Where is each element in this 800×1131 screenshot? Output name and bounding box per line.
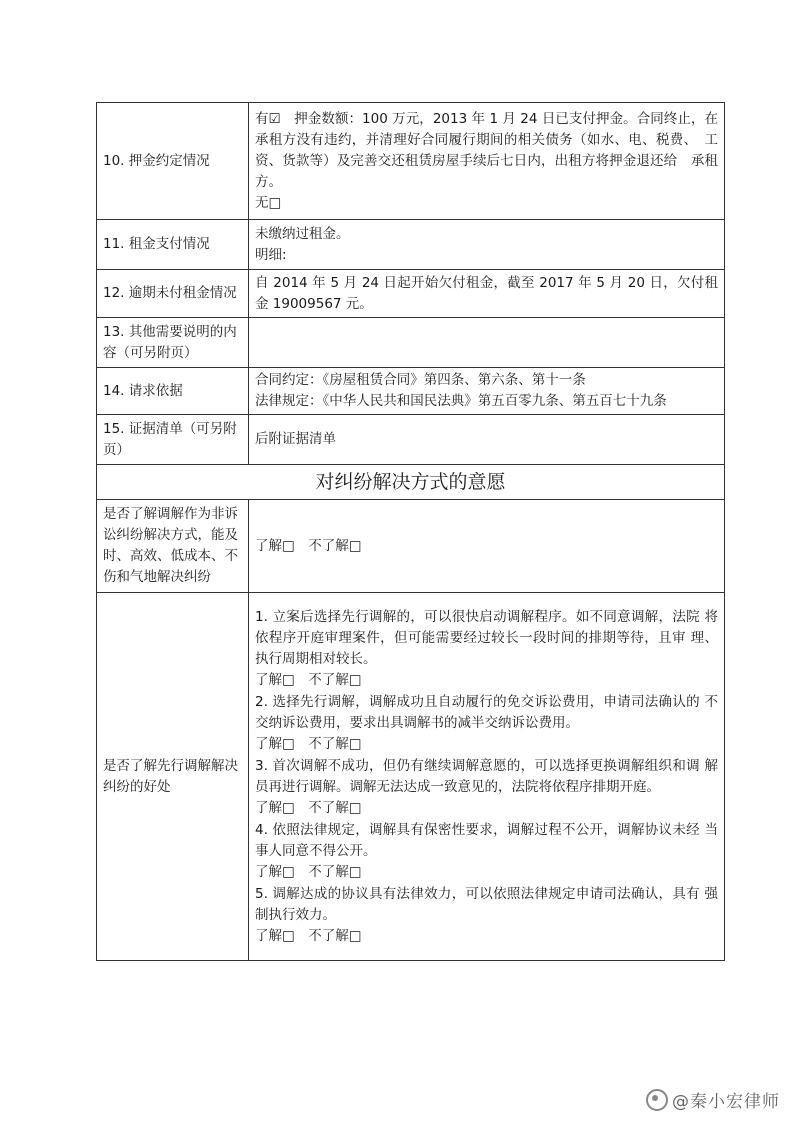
row-other-notes: [97, 318, 725, 368]
watermark: [646, 1089, 780, 1113]
complaint-form-table: [96, 102, 732, 961]
row-claim-basis: [97, 368, 725, 415]
row-evidence-list: [97, 415, 725, 465]
benefit-2-choice[interactable]: 了解□ 不了解□: [255, 736, 362, 752]
mediation-awareness-answer[interactable]: 了解□ 不了解□: [249, 500, 725, 593]
deposit-label: 10. 押金约定情况: [97, 103, 249, 220]
claim-basis-content: [249, 368, 725, 415]
row-mediation-awareness: [97, 500, 725, 593]
rent-payment-detail: 明细:: [255, 246, 287, 263]
benefit-item-2: 2. 选择先行调解，调解成功且自动履行的免交诉讼费用，申请司法确认的 不交纳诉讼费用，要求出具调解书的减半交纳诉讼费用。: [255, 694, 718, 731]
deposit-content: [249, 103, 732, 220]
benefit-item-4: 4. 依照法律规定，调解具有保密性要求，调解过程不公开，调解协议未经 当事人同意不得公开。: [255, 822, 718, 859]
deposit-no-option: 无□: [255, 194, 282, 211]
rent-payment-status: 未缴纳过租金。: [255, 225, 350, 242]
benefit-item-1: 1. 立案后选择先行调解的，可以很快启动调解程序。如不同意调解，法院 将依程序开庭审理案件，但可能需要经过较长一段时间的排期等待，且审 理、执行周期相对较长。: [255, 609, 718, 667]
benefit-item-3: 3. 首次调解不成功，但仍有继续调解意愿的，可以选择更换调解组织和调 解员再进行调解。调解无法达成一致意见的，法院将依程序排期开庭。: [255, 758, 718, 795]
row-deposit: [97, 103, 725, 220]
law-basis: 法律规定：《中华人民共和国民法典》第五百零九条、第五百七十九条: [255, 393, 667, 409]
watermark-text: @秦小宏律师: [672, 1092, 780, 1112]
benefit-1-choice[interactable]: 了解□ 不了解□: [255, 672, 362, 688]
section-title: 对纠纷解决方式的意愿: [97, 465, 725, 500]
mediation-awareness-question: 是否了解调解作为非诉讼纠纷解决方式，能及时、高效、低成本、不伤和气地解决纠纷: [97, 500, 249, 593]
watermark-logo-icon: [646, 1089, 668, 1111]
rent-payment-label: 11. 租金支付情况: [97, 220, 249, 270]
row-mediation-benefits: [97, 593, 725, 961]
contract-basis: 合同约定：《房屋租赁合同》第四条、第六条、第十一条: [255, 372, 586, 388]
overdue-rent-label: 12. 逾期未付租金情况: [97, 270, 249, 318]
mediation-benefits-question: 是否了解先行调解解决纠纷的好处: [97, 593, 249, 961]
other-notes-content: [249, 318, 725, 368]
benefit-5-choice[interactable]: 了解□ 不了解□: [255, 928, 362, 944]
other-notes-label: 13. 其他需要说明的内 容（可另附页）: [97, 318, 249, 368]
benefit-item-5: 5. 调解达成的协议具有法律效力，可以依照法律规定申请司法确认，具有 强制执行效力。: [255, 886, 718, 923]
benefit-3-choice[interactable]: 了解□ 不了解□: [255, 800, 362, 816]
benefit-4-choice[interactable]: 了解□ 不了解□: [255, 864, 362, 880]
row-rent-payment: [97, 220, 725, 270]
overdue-rent-content: 自 2014 年 5 月 24 日起开始欠付租金，截至 2017 年 5 月 20 日，欠付租金 19009567 元。: [249, 270, 725, 318]
rent-payment-content: [249, 220, 725, 270]
deposit-yes-text: 有☑ 押金数额：100 万元，2013 年 1 月 24 日已支付押金。合同终止，在 承租方没有违约，并清理好合同履行期间的相关债务（如水、电、税费、 工资、货款等）及完善交还租赁房屋手续后七日内，出租方将押金退还给 承租方。: [255, 110, 732, 190]
row-overdue-rent: [97, 270, 725, 318]
evidence-list-content: 后附证据清单: [249, 415, 725, 465]
mediation-benefits-content: [249, 593, 725, 961]
row-section-title: [97, 465, 725, 500]
claim-basis-label: 14. 请求依据: [97, 368, 249, 415]
evidence-list-label: 15. 证据清单（可另附 页）: [97, 415, 249, 465]
